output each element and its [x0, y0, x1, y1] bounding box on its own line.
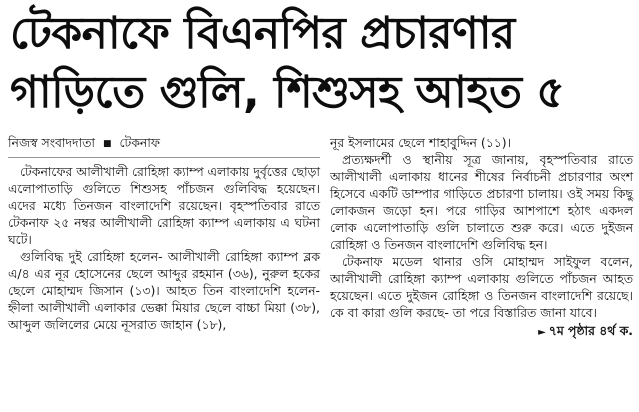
continued-on-page-text: ৭ম পৃষ্ঠার ৪র্থ ক.	[548, 323, 633, 338]
paragraph: প্রত্যক্ষদর্শী ও স্থানীয় সূত্র জানায়, বৃহস্পতিবার রাতে আলীখালী এলাকায় ধানের শীষের নির্বাচনী প্রচারণার অংশ হিসেবে একটি ডাম্পার গাড়িতে প্রচারণা চালায়। ওই সময় কিছু লোকজন জড়ো হন। পরে গাড়ির আশপাশে হঠাৎ একদল লোক এলোপাতাড়ি গুলি চালাতে শুরু করে। এতে দুইজন রোহিঙ্গা ও তিনজন বাংলাদেশি গুলিবিদ্ধ হন।	[330, 152, 633, 252]
left-column	[8, 134, 320, 333]
byline-location: টেকনাফ	[119, 135, 160, 150]
paragraph: গুলিবিদ্ধ দুই রোহিঙ্গা হলেন- আলীখালী রোহিঙ্গা ক্যাম্প ব্লক এ/৪ এর নূর হোসেনের ছেলে আব্দুর রহমান (৩৬), নুরুল হকের ছেলে মোহাম্মদ জিসান (১৩)। আহত তিন বাংলাদেশি হলেন- হ্নীলা আলীখালী এলাকার ভেক্কা মিয়ার ছেলে বাচ্চা মিয়া (৩৮), আব্দুল জলিলের মেয়ে নূসরাত জাহান (১৮),	[8, 249, 320, 332]
right-column	[330, 134, 633, 341]
paragraph: নূর ইসলামের ছেলে শাহাবুদ্দিন (১১)।	[330, 135, 512, 150]
paragraph: টেকনাফ মডেল থানার ওসি মোহাম্মদ সাইফুল বলেন, আলীখালী রোহিঙ্গা ক্যাম্প এলাকায় গুলিতে পাঁচজন আহত হয়েছেন। এতে দুইজন রোহিঙ্গা ও তিনজন বাংলাদেশি রয়েছে। কে বা কারা গুলি করছে- তা পরে বিস্তারিত জানা যাবে।	[330, 254, 633, 320]
article-headline	[10, 4, 630, 122]
byline-separator-icon: ■	[102, 139, 112, 149]
byline-reporter: নিজস্ব সংবাদদাতা	[8, 135, 96, 150]
paragraph: টেকনাফের আলীখালী রোহিঙ্গা ক্যাম্প এলাকায় দুর্বৃত্তের ছোড়া এলোপাতাড়ি গুলিতে শিশুসহ পাঁচজন গুলিবিদ্ধ হয়েছেন। এদের মধ্যে তিনজন বাংলাদেশি রয়েছেন। বৃহস্পতিবার রাতে টেকনাফ ২৫ নম্বর আলীখালী রোহিঙ্গা ক্যাম্প এলাকায় এ ঘটনা ঘটে।	[8, 164, 320, 247]
headline-line-1: টেকনাফে বিএনপির প্রচারণার	[10, 8, 515, 59]
pointer-arrow-icon: ►	[538, 327, 546, 338]
continued-on-page-link[interactable]	[330, 322, 633, 341]
article-body	[8, 134, 633, 408]
byline	[8, 134, 320, 158]
headline-line-2: গাড়িতে গুলি, শিশুসহ আহত ৫	[10, 67, 565, 118]
